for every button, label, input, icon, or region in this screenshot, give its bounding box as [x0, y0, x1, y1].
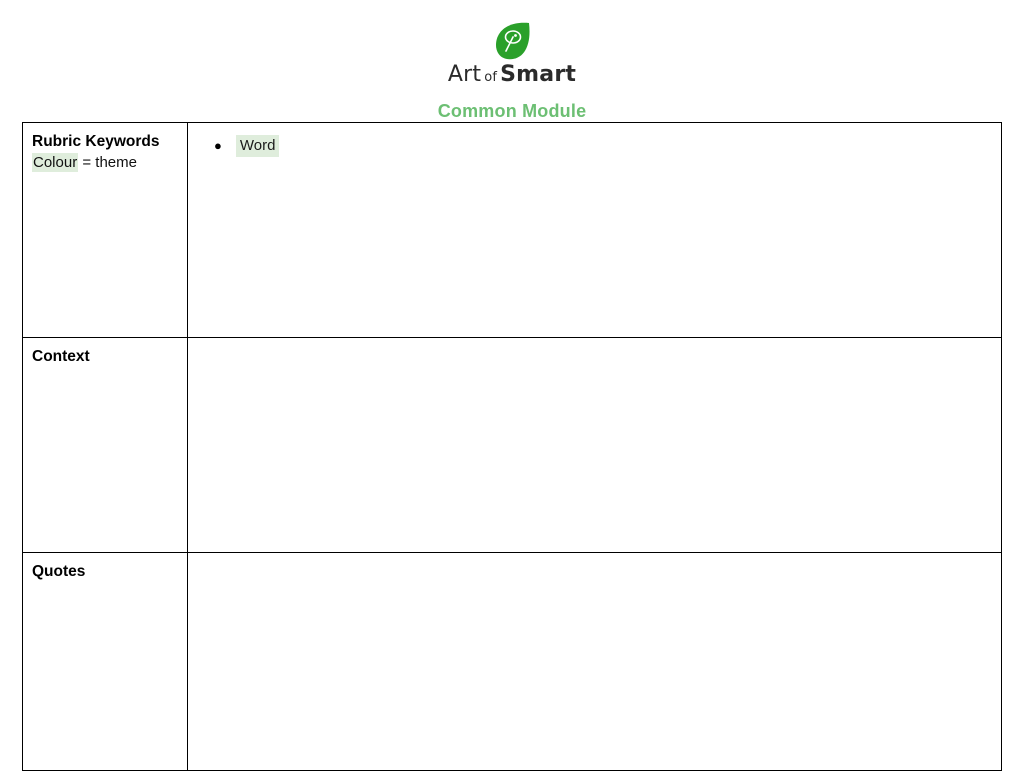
highlight-colour-text: Colour: [33, 154, 78, 171]
row-label-context: [23, 338, 188, 552]
list-item-text: Word: [236, 135, 280, 157]
table-row-context: [23, 338, 1001, 553]
row-label-title: Context: [32, 348, 90, 365]
row-label-title: Quotes: [32, 563, 86, 580]
bullet-icon: ●: [214, 138, 222, 153]
brand-logo: [0, 0, 1024, 87]
worksheet-table: [22, 122, 1002, 771]
row-label-title: Rubric Keywords: [32, 133, 160, 150]
row-label-subtitle: [32, 153, 187, 173]
row-body-context[interactable]: [188, 338, 1001, 552]
leaf-logo-icon: [489, 18, 535, 64]
brand-word-art: Art: [447, 62, 482, 87]
row-label-rubric-keywords: [23, 123, 188, 337]
table-row-quotes: [23, 553, 1001, 770]
brand-wordmark: [448, 62, 576, 87]
row-body-rubric-keywords[interactable]: [188, 123, 1001, 337]
page-title: Common Module: [437, 101, 587, 121]
table-row-rubric-keywords: [23, 123, 1001, 338]
brand-word-smart: Smart: [500, 62, 577, 87]
row-body-quotes[interactable]: [188, 553, 1001, 770]
row-label-quotes: [23, 553, 188, 770]
row-label-subtitle-rest: = theme: [78, 154, 137, 171]
brand-word-of: of: [484, 70, 498, 85]
list-item: [214, 135, 1001, 157]
